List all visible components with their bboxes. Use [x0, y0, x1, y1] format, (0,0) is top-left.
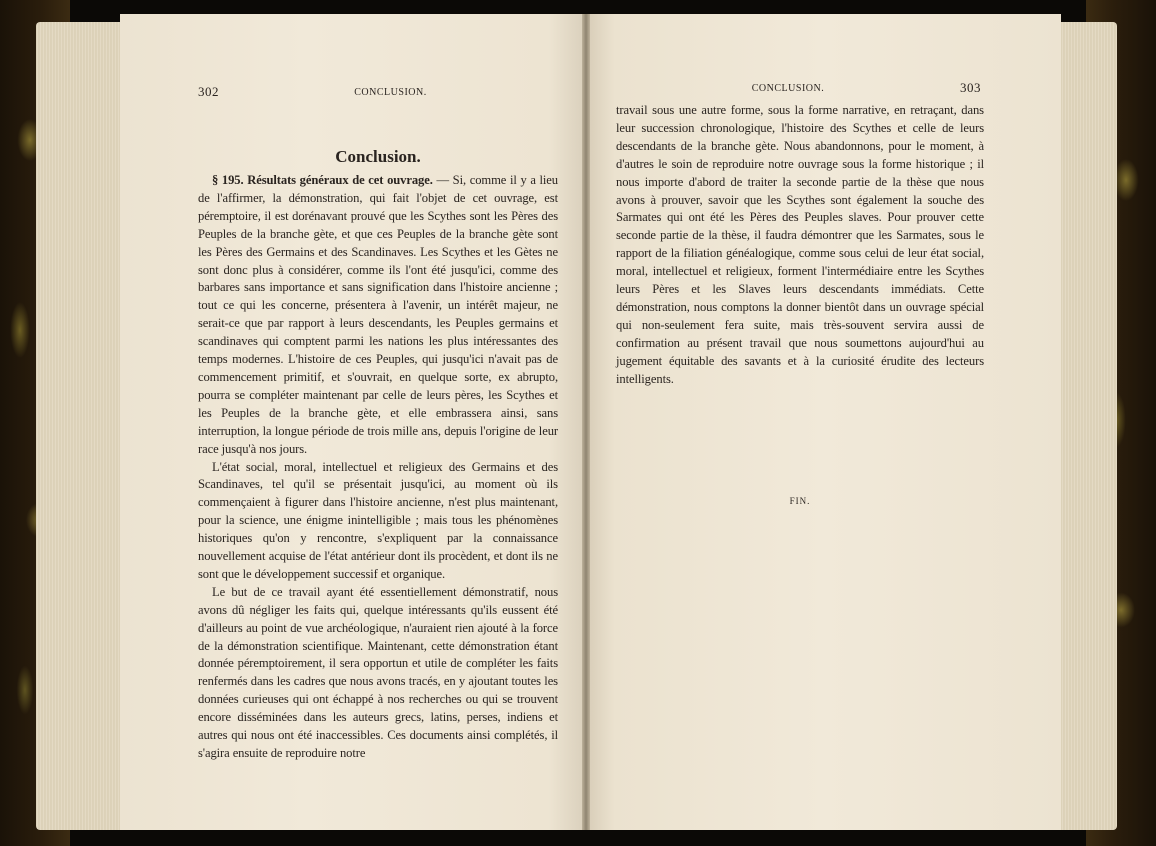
end-mark: FIN.: [789, 496, 811, 506]
right-page-number: 303: [960, 80, 981, 95]
paragraph: L'état social, moral, intellectuel et religieux des Germains et des Scandinaves, tel qu'il se présentait jusqu'ici, au moment où ils commençaient à figurer dans l'histoire ancienne, n'est plus maintenant, pour la science, une énigme inintelligible ; mais tous les phénomènes historiques qu'on y rencontre, s'expliquent par la connaissance nouvellement acquise de l'état antérieur dont ils procèdent, et dont ils ne sont que le développement successif et organique.: [198, 459, 558, 581]
paragraph: Le but de ce travail ayant été essentiellement démonstratif, nous avons dû négliger les faits qui, quelque intéressants qu'ils eussent été d'ailleurs au point de vue archéologique, n'auraient rien ajouté à la force de la démonstration scientifique. Maintenant, cette démonstration étant donnée péremptoirement, il sera opportun et utile de compléter les faits renfermés dans les cadres que nous avons tracés, en y ajoutant toutes les données curieuses qui ont échappé à nos recherches ou qui se trouvent encore disséminées dans les auteurs grecs, latins, perses, indiens et autres qui nous ont été inaccessibles. Ces documents ainsi complétés, il s'agira ensuite de reproduire notre: [198, 584, 558, 760]
paragraph-text: — Si, comme il y a lieu de l'affirmer, la démonstration, qui fait l'objet de cet ouvrage, est péremptoire, il est dorénavant prouvé que les Scythes sont les Pères des Peuples de la branche gète, et que ces Peuples de la branche gète sont les Pères des Germains et des Scandinaves. Les Scythes et les Gètes ne sont donc plus à considérer, comme ils l'ont été jusqu'ici, comme des barbares sans importance et sans signification dans l'histoire ancienne ; tout ce qui les concerne, présentera à l'avenir, un intérêt majeur, ne serait-ce que par rapport à leurs descendants, les Peuples germains et scandinaves qui comptent parmi les nations les plus intéressantes des temps modernes. L'histoire de ces Peuples, qui jusqu'ici n'avait pas de commencement primitif, et s'ouvrait, en quelque sorte, ex abrupto, pourra se compléter maintenant par celle de leurs pères, les Scythes et les Peuples de la branche gète, et elle embrassera ainsi, sans interruption, la longue période de trois mille ans, depuis l'origine de leur race jusqu'à nos jours.: [198, 173, 558, 456]
page-edges-left: [36, 22, 126, 830]
page-edges-right: [1055, 22, 1117, 830]
paragraph: travail sous une autre forme, sous la forme narrative, en retraçant, dans leur succession chronologique, l'histoire des Scythes et celle de leurs descendants de la branche gète. Nous abandonnons, pour le moment, à d'autres le soin de reproduire notre ouvrage sous la forme historique ; il nous importe d'abord de traiter la seconde partie de la thèse que nous avons à prouver, savoir que les Scythes sont également la souche des Sarmates qui ont été les Pères des Peuples slaves. Pour prouver cette seconde partie de la thèse, il faudra démontrer que les Sarmates, sous le rapport de la filiation généalogique, comme sous celui de leur état social, moral, intellectuel et religieux, forment l'intermédiaire entre les Scythes leurs Pères et les Slaves leurs descendants immédiats. Cette démonstration, nous comptons la donner bientôt dans un ouvrage spécial qui non-seulement fera suite, mais très-souvent servira aussi de confirmation au présent travail que nous soumettons aujourd'hui au jugement équitable des savants et à la curiosité érudite des lecteurs intelligents.: [616, 103, 984, 386]
chapter-title: Conclusion.: [335, 147, 421, 166]
left-body-text: [198, 172, 558, 763]
left-running-title: CONCLUSION.: [354, 87, 427, 98]
left-running-head: [198, 84, 562, 100]
right-body-text: [616, 102, 984, 389]
right-page: [586, 14, 1061, 830]
paragraph: [198, 172, 558, 459]
left-page: [120, 14, 586, 830]
left-page-number: 302: [198, 84, 219, 99]
right-running-title: CONCLUSION.: [751, 83, 825, 94]
book-gutter: [582, 14, 590, 830]
section-heading: § 195. Résultats généraux de cet ouvrage.: [212, 173, 433, 187]
right-running-head: [616, 80, 981, 96]
